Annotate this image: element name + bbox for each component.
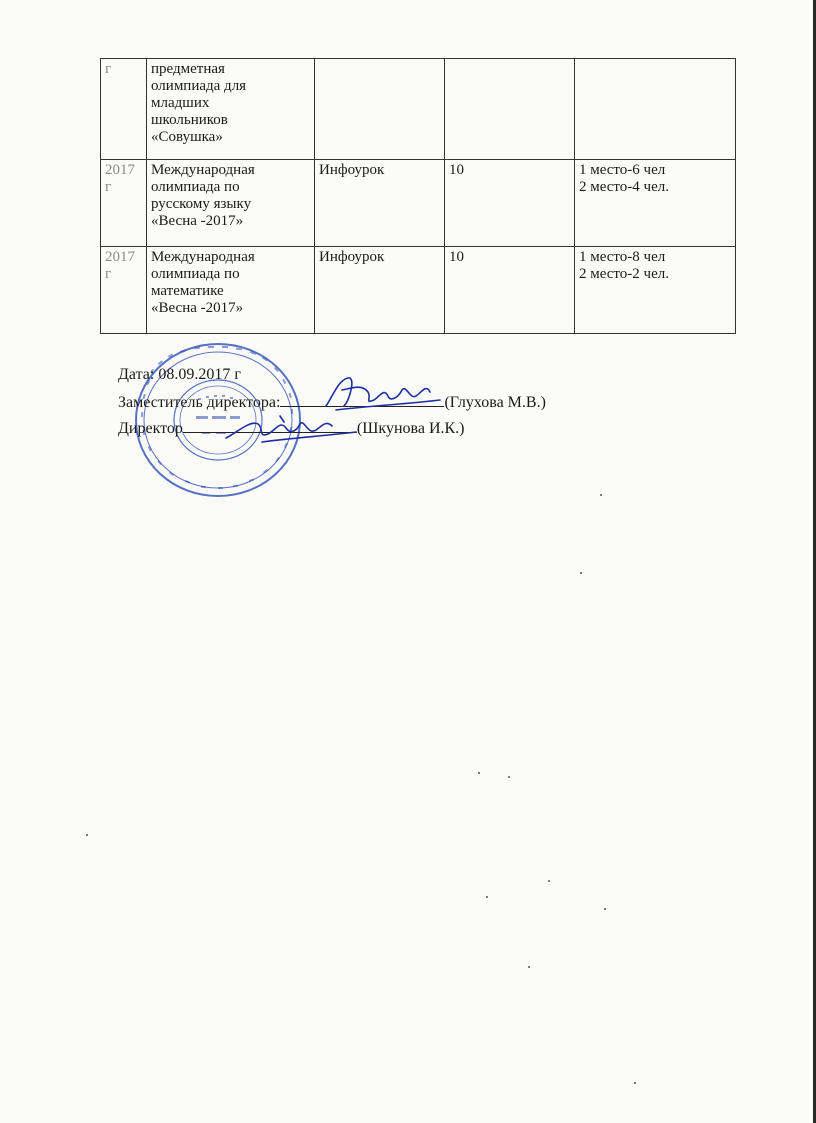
table-row — [101, 160, 736, 247]
scan-speck — [548, 880, 550, 882]
director-line — [118, 414, 638, 440]
table-row — [101, 247, 736, 334]
result-cell — [575, 59, 736, 160]
deputy-director-name: (Глухова М.В.) — [444, 394, 546, 411]
organizer-cell: Инфоурок — [315, 247, 445, 334]
scan-speck — [600, 494, 602, 496]
olympiad-name-cell: Международная олимпиада по математике «Весна -2017» — [147, 247, 315, 334]
scan-speck — [486, 896, 488, 898]
organizer-cell: Инфоурок — [315, 160, 445, 247]
participants-cell — [445, 59, 575, 160]
table-row — [101, 59, 736, 160]
olympiad-name-cell: предметная олимпиада для младших школьников «Совушка» — [147, 59, 315, 160]
olympiad-name-cell: Международная олимпиада по русскому языку «Весна -2017» — [147, 160, 315, 247]
result-cell: 1 место-8 чел 2 место-2 чел. — [575, 247, 736, 334]
participants-cell: 10 — [445, 247, 575, 334]
scan-speck — [634, 1082, 636, 1084]
scan-speck — [478, 772, 480, 774]
scan-speck — [528, 966, 530, 968]
deputy-director-label: Заместитель директора: — [118, 394, 281, 411]
year-cell: 2017 г — [101, 247, 147, 334]
scan-speck — [86, 834, 88, 836]
director-signature — [222, 408, 362, 448]
director-label: Директор — [118, 420, 183, 437]
olympiad-results-table — [100, 58, 736, 334]
date-text: Дата: 08.09.2017 г — [118, 366, 241, 383]
participants-cell: 10 — [445, 160, 575, 247]
scan-speck — [508, 776, 510, 778]
director-name: (Шкунова И.К.) — [356, 420, 465, 437]
year-cell: г — [101, 59, 147, 160]
year-cell: 2017 г — [101, 160, 147, 247]
result-cell: 1 место-6 чел 2 место-4 чел. — [575, 160, 736, 247]
scan-speck — [580, 572, 582, 574]
scan-speck — [604, 908, 606, 910]
organizer-cell — [315, 59, 445, 160]
